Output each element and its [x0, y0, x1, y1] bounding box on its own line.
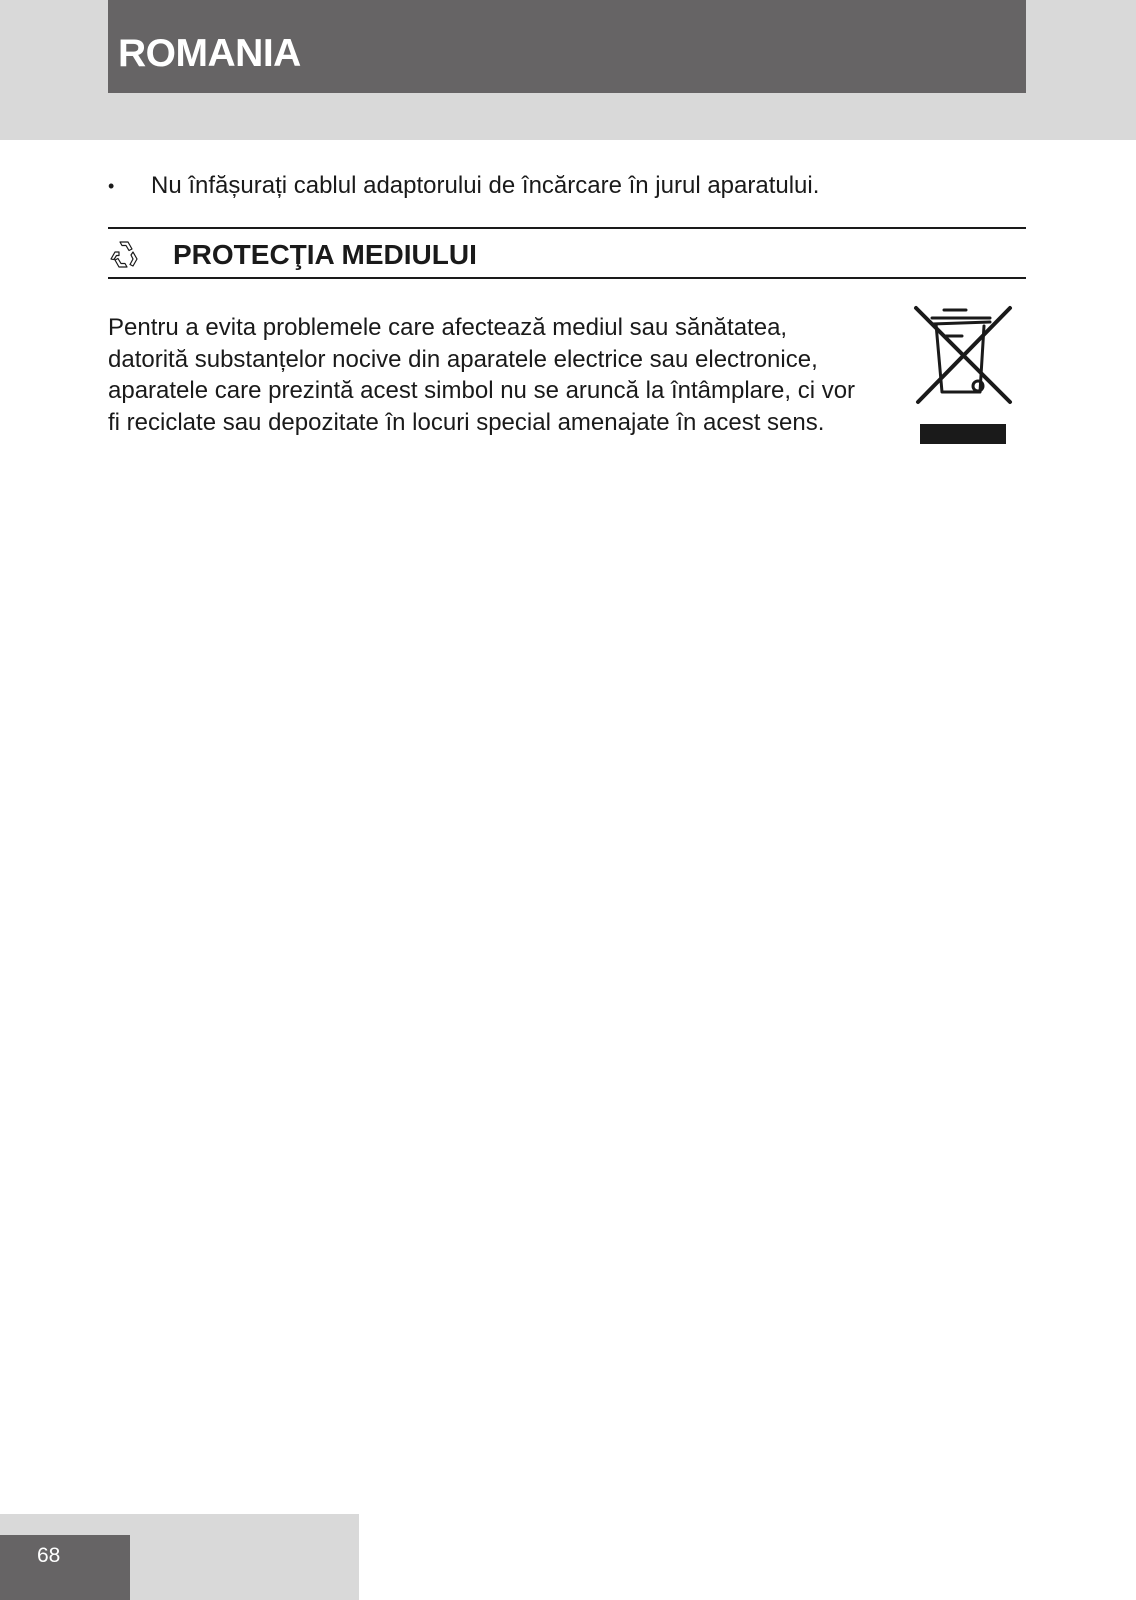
section-top-rule [108, 227, 1026, 229]
section-bottom-rule [108, 277, 1026, 279]
bullet-symbol: • [108, 176, 115, 196]
paragraph-line: Pentru a evita problemele care afectează mediul sau sănătatea, [108, 314, 788, 341]
paragraph-line: datorită substanțelor nocive din aparatele electrice sau electronice, [108, 345, 818, 373]
page-number: 68 [37, 1544, 61, 1567]
language-bar [108, 0, 1026, 93]
language-title: ROMANIA [118, 32, 301, 75]
paragraph-line: aparatele care prezintă acest simbol nu se aruncă la întâmplare, ci vor [108, 377, 856, 404]
section-title: PROTECŢIA MEDIULUI [173, 239, 477, 270]
page-number-box [0, 1535, 130, 1600]
environment-paragraph [108, 312, 898, 438]
crossed-out-wheelie-bin-icon [910, 302, 1016, 450]
recycle-icon [108, 238, 140, 270]
paragraph-line: fi reciclate sau depozitate în locuri special amenajate în acest sens. [108, 408, 825, 436]
bullet-text: Nu înfășurați cablul adaptorului de încărcare în jurul aparatului. [151, 172, 820, 199]
